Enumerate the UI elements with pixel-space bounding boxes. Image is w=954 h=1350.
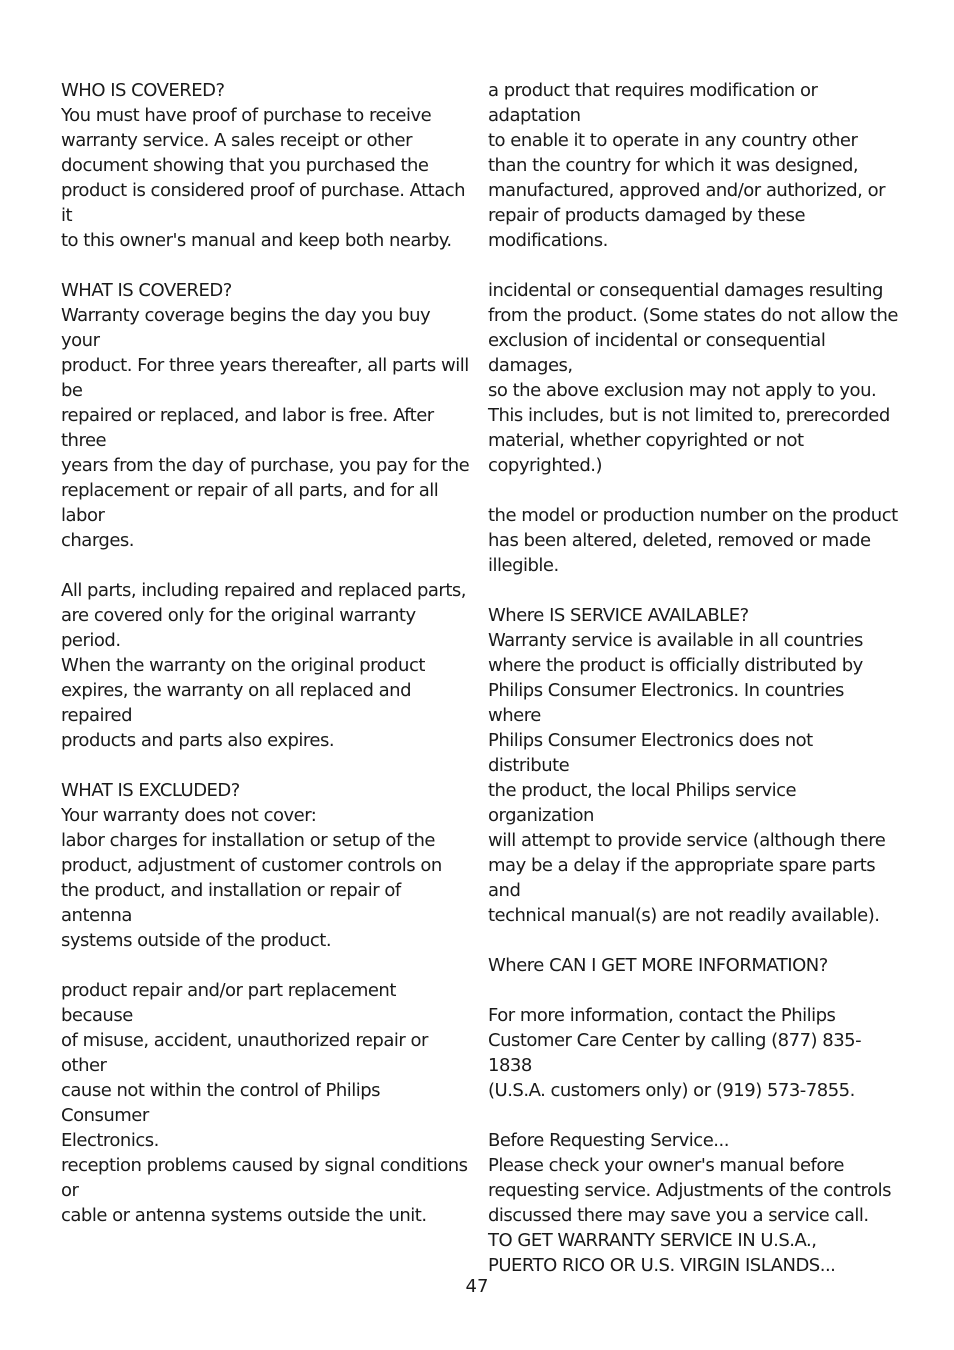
what-is-excluded-text: Your warranty does not cover: labor charges for installation or setup of the product, adjustment of customer controls on the product, and installation or repair of antenna systems outside of the product. (61, 805, 442, 951)
service-available-text: Warranty service is available in all countries where the product is officially distributed by Philips Consumer Electronics. In countries where Philips Consumer Electronics does not distribute the product, the local Philips service organization will attempt to provide service (although there may be a delay if the appropriate spare parts and technical manual(s) are not readily available). (488, 630, 886, 926)
model-number-section (488, 503, 898, 578)
modification-section (488, 78, 898, 253)
what-is-covered-text: Warranty coverage begins the day you buy your product. For three years thereafter, all parts will be repaired or replaced, and labor is free. After three years from the day of purchase, you pay for the replacement or repair of all parts, and for all labor charges. (61, 305, 470, 551)
more-information-section (488, 953, 898, 978)
modification-text: a product that requires modification or adaptation to enable it to operate in any country other than the country for which it was designed, manufactured, approved and/or authorized, or repair of products damaged by these modifications. (488, 80, 886, 251)
model-number-text: the model or production number on the product has been altered, deleted, removed or made illegible. (488, 505, 898, 576)
service-available-section (488, 603, 898, 928)
incidental-damages-text: incidental or consequential damages resulting from the product. (Some states do not allow the exclusion of incidental or consequential damages, so the above exclusion may not apply to you. This includes, but is not limited to, prerecorded material, whether copyrighted or not copyrighted.) (488, 280, 898, 476)
before-requesting-heading: Before Requesting Service... (488, 1130, 729, 1151)
all-parts-text: All parts, including repaired and replaced parts, are covered only for the original warranty period. When the warranty on the original product expires, the warranty on all replaced and repaired products and parts also expires. (61, 580, 466, 751)
what-is-excluded-heading: WHAT IS EXCLUDED? (61, 780, 240, 801)
contact-text: For more information, contact the Philips Customer Care Center by calling (877) 835-1838 (U.S.A. customers only) or (919) 573-7855. (488, 1005, 862, 1101)
incidental-damages-section (488, 278, 898, 478)
product-repair-text: product repair and/or part replacement because of misuse, accident, unauthorized repair or other cause not within the control of Philips Consumer Electronics. reception problems caused by signal conditions or cable or antenna systems outside the unit. (61, 980, 468, 1226)
more-information-heading: Where CAN I GET MORE INFORMATION? (488, 955, 828, 976)
product-repair-section (61, 978, 471, 1228)
contact-section (488, 1003, 898, 1103)
who-is-covered-section (61, 78, 471, 253)
what-is-covered-heading: WHAT IS COVERED? (61, 280, 232, 301)
service-available-heading: Where IS SERVICE AVAILABLE? (488, 605, 749, 626)
what-is-excluded-section (61, 778, 471, 953)
before-requesting-section (488, 1128, 898, 1278)
before-requesting-text: Please check your owner's manual before requesting service. Adjustments of the controls discussed there may save you a service call. TO GET WARRANTY SERVICE IN U.S.A., PUERTO RICO OR U.S. VIRGIN ISLANDS... (488, 1155, 891, 1276)
who-is-covered-heading: WHO IS COVERED? (61, 80, 225, 101)
page-number: 47 (465, 1276, 489, 1297)
right-column (488, 78, 898, 1303)
all-parts-section (61, 578, 471, 753)
what-is-covered-section (61, 278, 471, 553)
left-column (61, 78, 471, 1253)
who-is-covered-text: You must have proof of purchase to receive warranty service. A sales receipt or other document showing that you purchased the product is considered proof of purchase. Attach it to this owner's manual and keep both nearby. (61, 105, 466, 251)
